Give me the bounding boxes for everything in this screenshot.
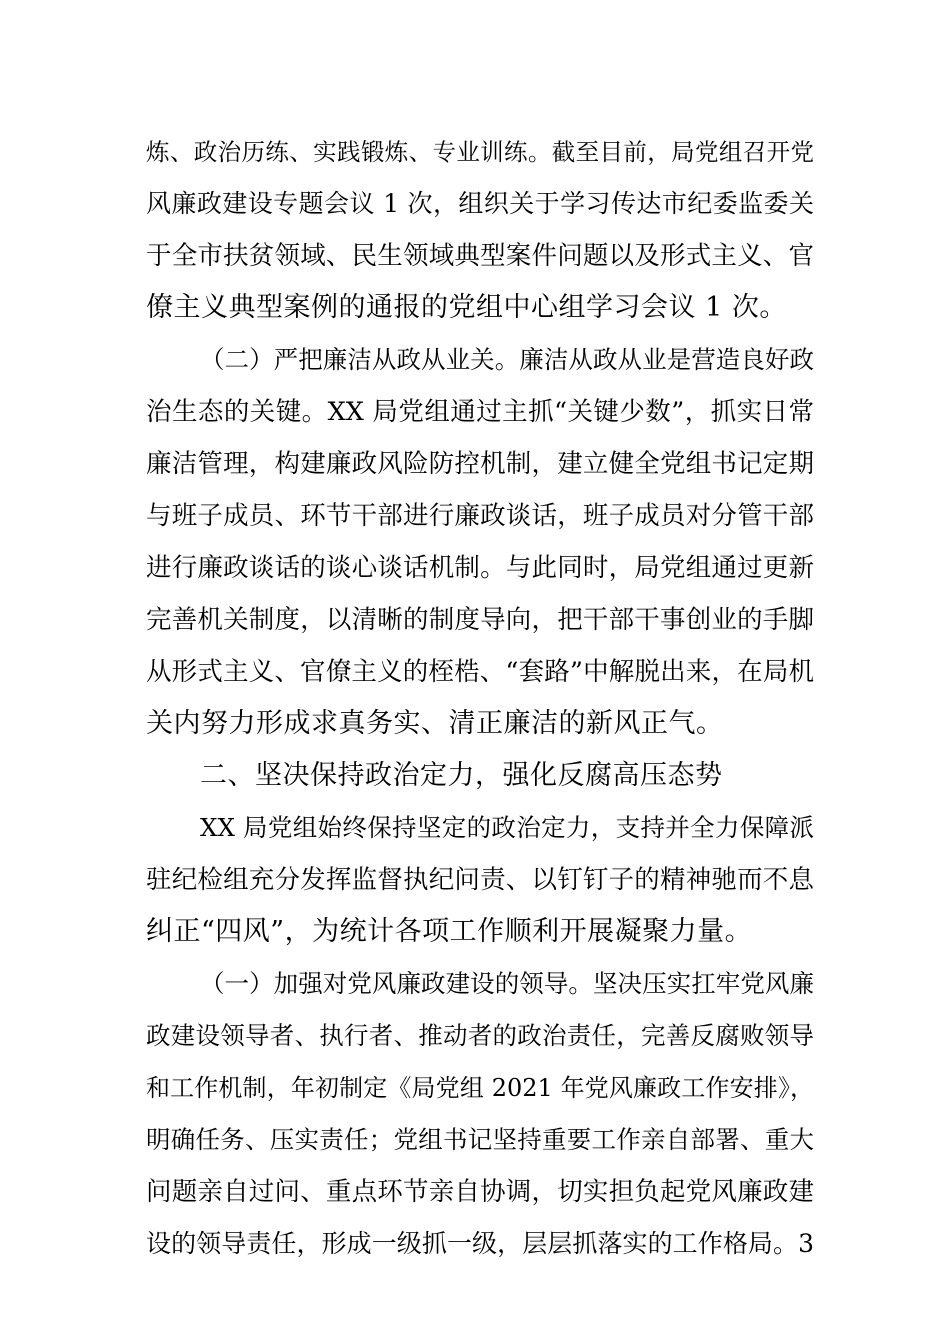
text-line: 炼、政治历练、实践锻炼、专业训练。截至目前，局党组召开党 (146, 138, 814, 166)
text-line: 僚主义典型案例的通报的党组中心组学习会议 1 次。 (146, 292, 787, 323)
text-line: 于全市扶贫领域、民生领域典型案件问题以及形式主义、官 (146, 241, 814, 271)
text-line: 政建设领导者、执行者、推动者的政治责任，完善反腐败领导 (146, 1021, 814, 1050)
text-line: 治生态的关键。XX 局党组通过主抓“关键少数”，抓实日常 (146, 397, 814, 427)
section-heading: 二、坚决保持政治定力，强化反腐高压态势 (200, 760, 723, 791)
text-line: 风廉政建设专题会议 1 次，组织关于学习传达市纪委监委关 (146, 189, 814, 218)
text-line: 完善机关制度，以清晰的制度导向，把干部干事创业的手脚 (146, 605, 814, 635)
text-line: 和工作机制，年初制定《局党组 2021 年党风廉政工作安排》， (146, 1074, 814, 1102)
text-line: 关内努力形成求真务实、清正廉洁的新风正气。 (146, 708, 724, 739)
text-line: 设的领导责任，形成一级抓一级，层层抓落实的工作格局。3 (146, 1229, 814, 1258)
paragraph-start-line: （二）严把廉洁从政从业关。廉洁从政从业是营造良好政 (200, 345, 814, 374)
text-line: 纠正“四风”，为统计各项工作顺利开展凝聚力量。 (146, 916, 753, 947)
text-line: 驻纪检组充分发挥监督执纪问责、以钉钉子的精神驰而不息 (146, 865, 814, 895)
text-line: 进行廉政谈话的谈心谈话机制。与此同时，局党组通过更新 (146, 553, 814, 583)
text-line: 与班子成员、环节干部进行廉政谈话，班子成员对分管干部 (146, 501, 814, 531)
text-line: 从形式主义、官僚主义的桎梏、“套路”中解脱出来，在局机 (146, 657, 814, 687)
paragraph-start-line: （一）加强对党风廉政建设的领导。坚决压实扛牢党风廉 (200, 969, 814, 998)
paragraph-start-line: XX 局党组始终保持坚定的政治定力，支持并全力保障派 (200, 813, 814, 842)
text-line: 廉洁管理，构建廉政风险防控机制，建立健全党组书记定期 (146, 449, 814, 479)
text-line: 问题亲自过问、重点环节亲自协调，切实担负起党风廉政建 (146, 1177, 814, 1207)
text-line: 明确任务、压实责任；党组书记坚持重要工作亲自部署、重大 (146, 1125, 814, 1154)
